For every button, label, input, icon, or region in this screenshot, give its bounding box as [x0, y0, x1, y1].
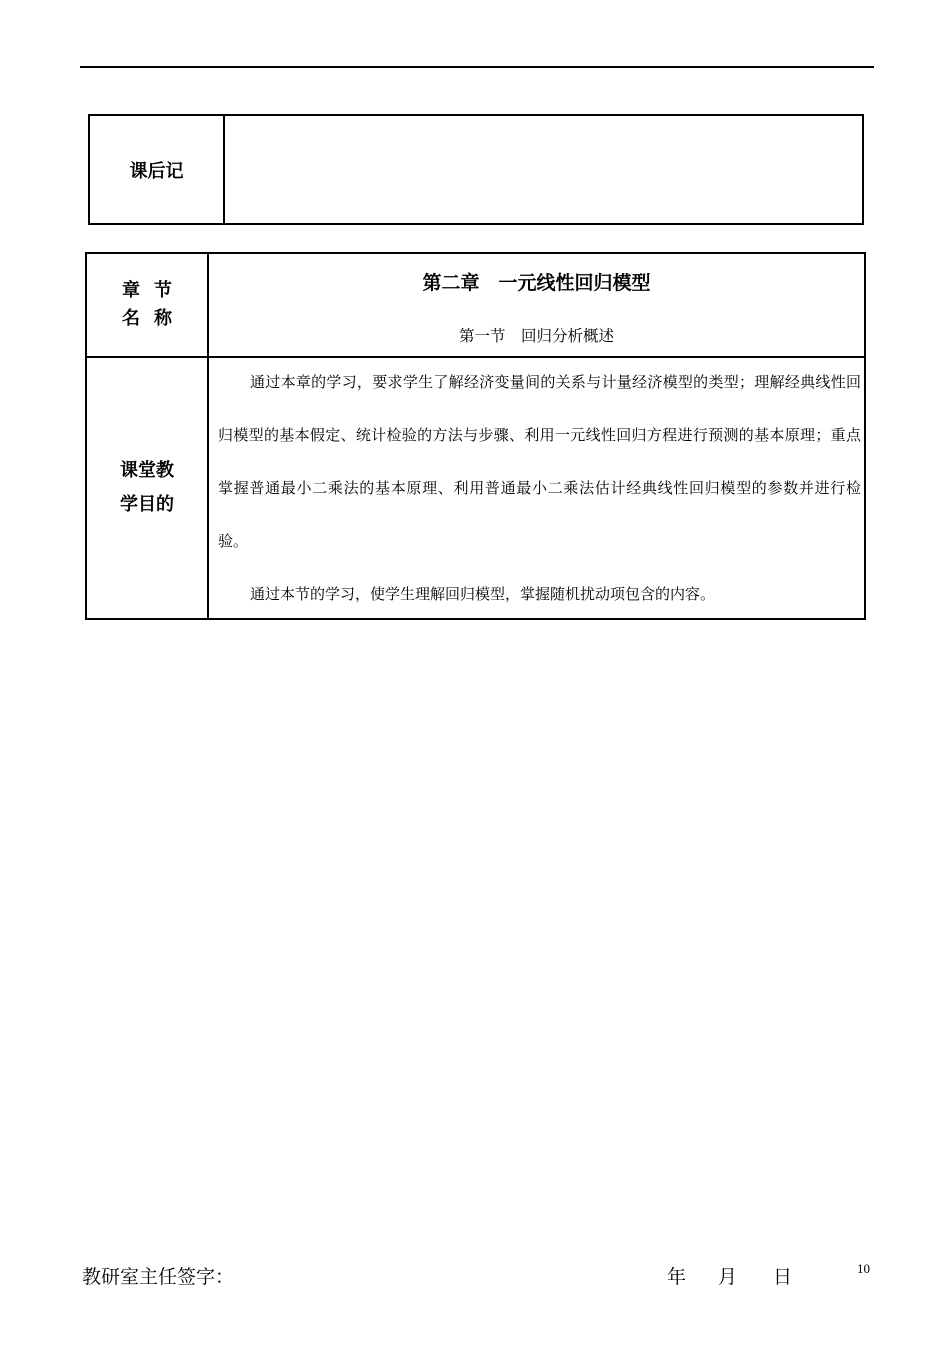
month-label: 月 [718, 1266, 738, 1288]
after-class-notes-table [88, 114, 864, 225]
year-label: 年 [667, 1266, 687, 1288]
objectives-paragraph: 通过本节的学习，使学生理解回归模型，掌握随机扰动项包含的内容。 [250, 585, 716, 603]
section-title: 第一节 回归分析概述 [458, 327, 614, 345]
objectives-label-line1: 课堂教 [120, 459, 174, 481]
date-fields [667, 1262, 792, 1289]
signature-label: 教研室主任签字： [82, 1266, 235, 1288]
lesson-plan-table [85, 252, 866, 620]
after-class-notes-label: 课后记 [90, 116, 225, 223]
objectives-label [87, 358, 207, 618]
day-label: 日 [773, 1266, 793, 1288]
column-divider [207, 254, 209, 618]
objectives-label-line2: 学目的 [120, 494, 174, 515]
objectives-content [218, 356, 861, 621]
chapter-title: 第二章 一元线性回归模型 [422, 272, 651, 294]
chapter-name-label-line1: 章节 [122, 280, 186, 302]
header-rule [80, 66, 874, 68]
chapter-name-label [87, 254, 207, 356]
after-class-notes-content [227, 116, 862, 223]
objectives-paragraph: 通过本章的学习，要求学生了解经济变量间的关系与计量经济模型的类型；理解经典线性回归模型的基本假定、统计检验的方法与步骤、利用一元线性回归方程进行预测的基本原理；重点掌握普通最小二乘法的基本原理、利用普通最小二乘法估计经典线性回归模型的参数并进行检验。 [218, 373, 861, 550]
page-number: 10 [857, 1261, 870, 1276]
chapter-name-label-line2: 名称 [122, 308, 186, 329]
